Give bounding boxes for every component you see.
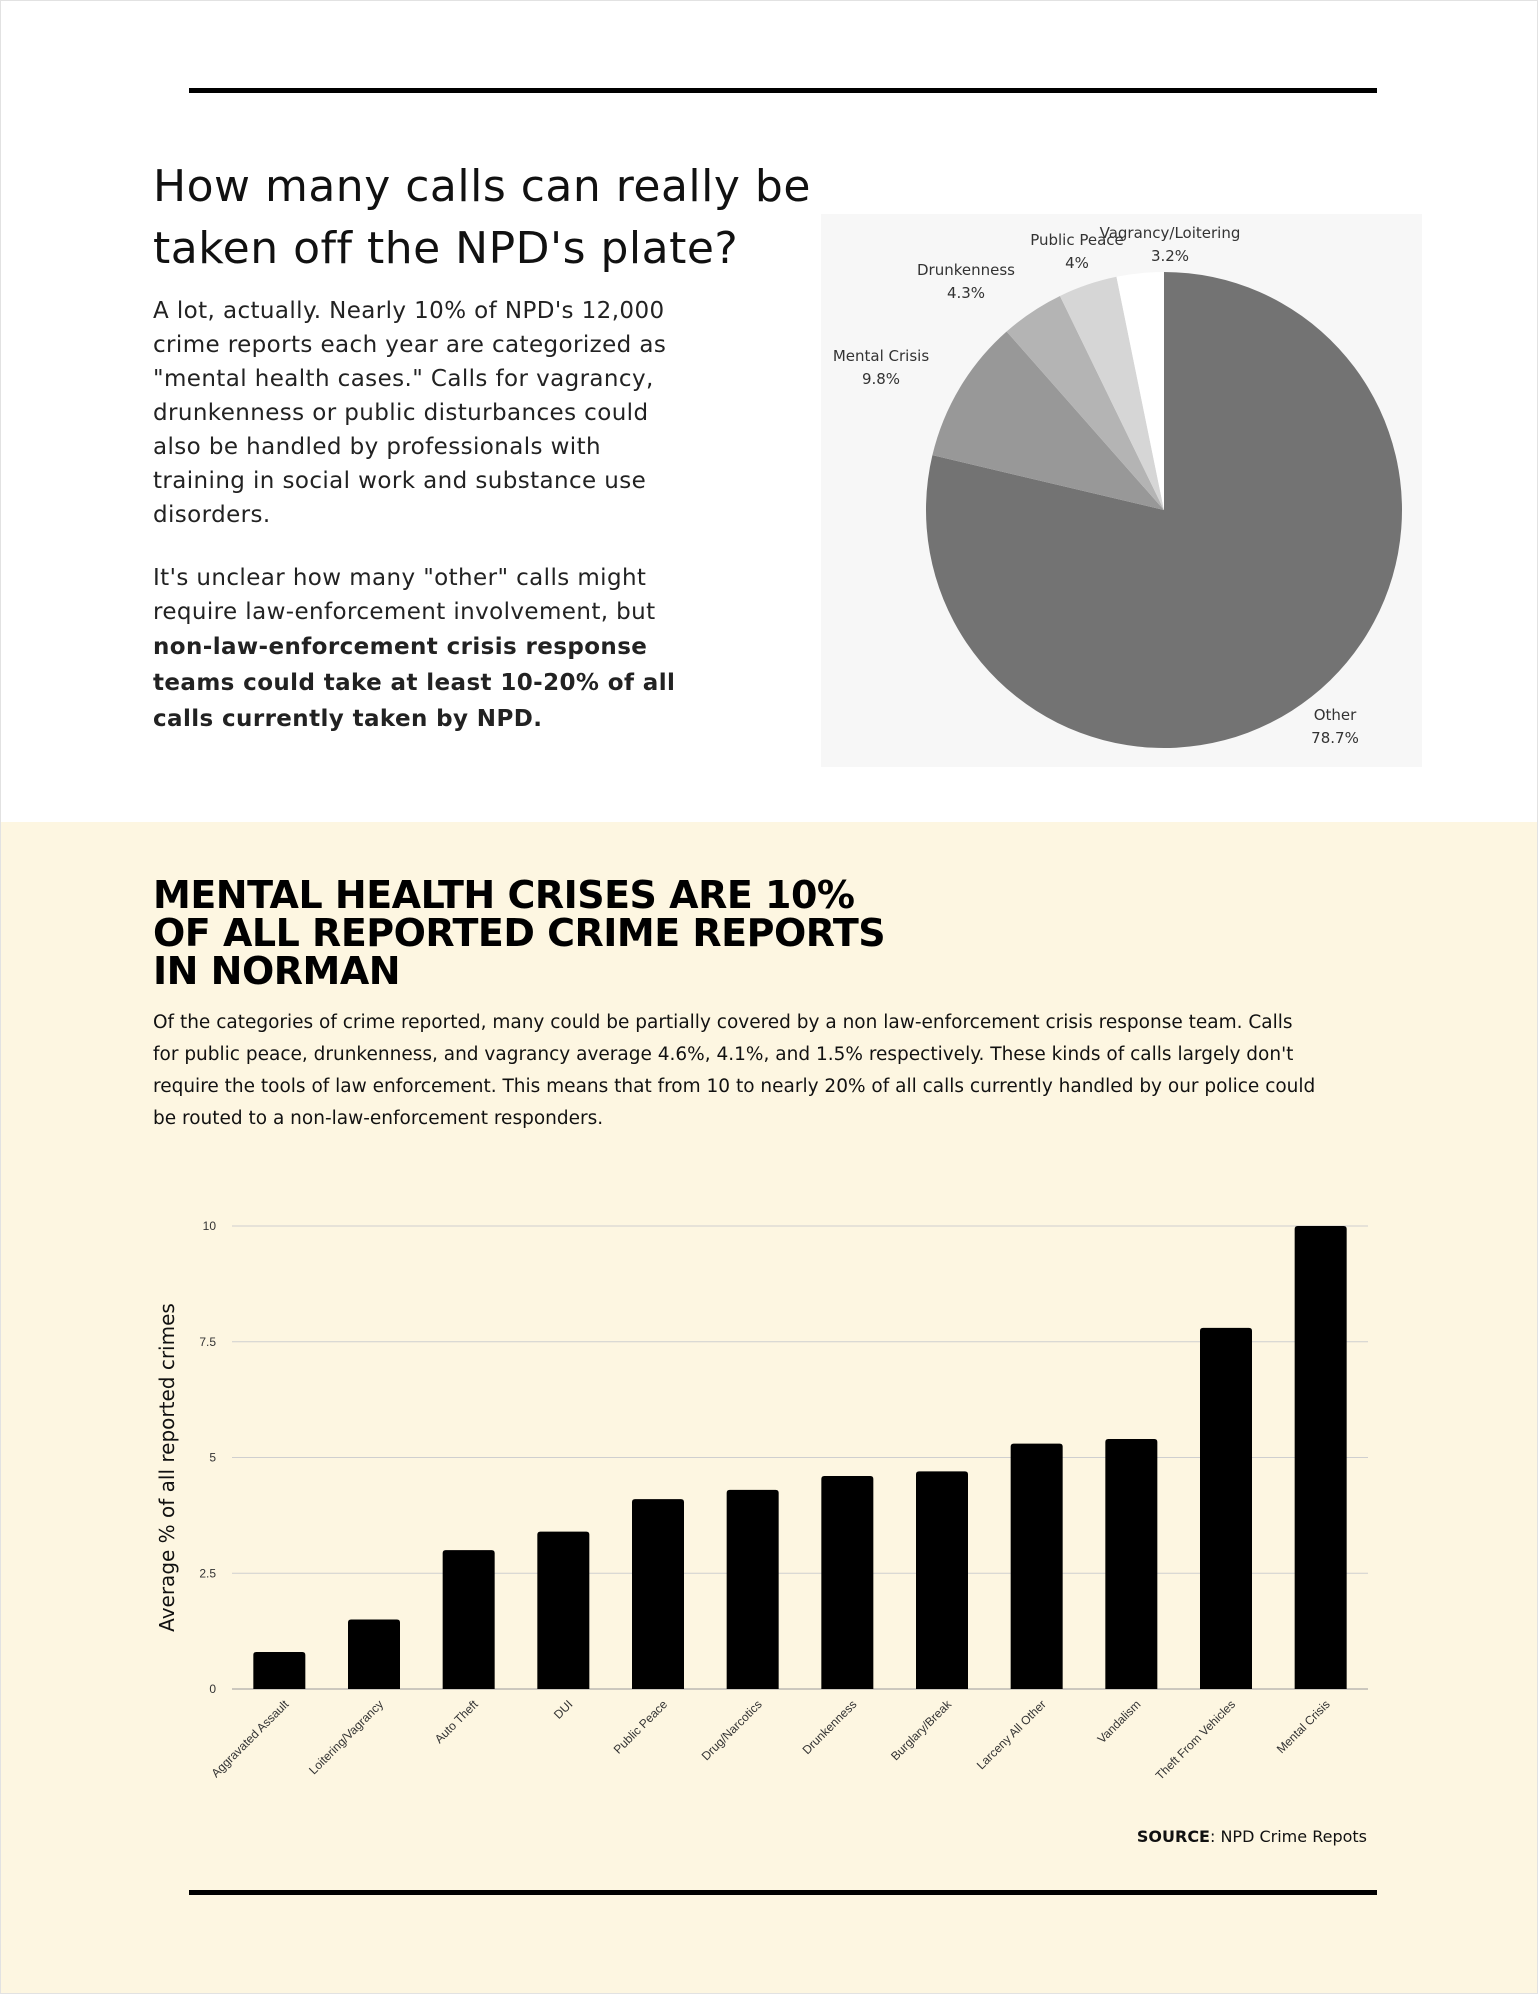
source-text: : NPD Crime Repots — [1209, 1827, 1367, 1846]
bar-drug-narcotics — [727, 1490, 779, 1689]
source-note — [1137, 1827, 1367, 1846]
bar-aggravated-assault — [253, 1652, 305, 1689]
x-tick-label: DUI — [550, 1697, 576, 1722]
pie-value-other: 78.7% — [1311, 729, 1359, 747]
y-tick-label: 10 — [202, 1219, 216, 1233]
section-title: MENTAL HEALTH CRISES ARE 10% OF ALL REPORTED CRIME REPORTS IN NORMAN — [153, 873, 886, 993]
pie-value-drunkenness: 4.3% — [946, 284, 986, 302]
second-paragraph-plain: It's unclear how many "other" calls might require law-enforcement involvement, but — [153, 565, 656, 625]
y-tick-label: 5 — [209, 1450, 216, 1465]
source-label: SOURCE — [1136, 1827, 1210, 1846]
x-tick-label: Loitering/Vagrancy — [306, 1697, 387, 1778]
bar-vandalism — [1105, 1439, 1157, 1689]
x-tick-label: Public Peace — [610, 1697, 671, 1757]
bar-dui — [537, 1532, 589, 1689]
pie-value-public-peace: 4% — [1065, 254, 1089, 272]
y-axis-label: Average % of all reported crimes — [155, 1303, 179, 1632]
x-tick-label: Aggravated Assault — [208, 1697, 292, 1781]
bar-auto-theft — [443, 1550, 495, 1689]
pie-chart-panel — [821, 214, 1422, 767]
y-tick-label: 7.5 — [199, 1334, 216, 1349]
y-tick-label: 2.5 — [199, 1566, 216, 1581]
bar-loitering-vagrancy — [348, 1620, 400, 1689]
bar-mental-crisis — [1295, 1226, 1347, 1689]
pie-label-public-peace: Public Peace — [1030, 231, 1124, 249]
intro-paragraph: A lot, actually. Nearly 10% of NPD's 12,000 crime reports each year are categorized as "mental health cases." Calls for vagrancy, drunkenness or public disturbances could also be handled by professionals with training in social work and substance use disorders. — [153, 298, 667, 528]
second-paragraph-bold: non-law-enforcement crisis response teams could take at least 10-20% of all calls currently taken by NPD. — [153, 634, 676, 732]
pie-chart — [821, 214, 1422, 767]
x-tick-label: Theft From Vehicles — [1152, 1697, 1239, 1783]
top-divider — [189, 88, 1377, 93]
section-body: Of the categories of crime reported, many could be partially covered by a non law-enforcement crisis response team. Calls for public peace, drunkenness, and vagrancy average 4.6%, 4.1%, and 1.5% respectively. These kinds of calls largely don't require the tools of law enforcement. This means that from 10 to nearly 20% of all calls currently handled by our police could be routed to a non-law-enforcement responders. — [153, 1012, 1316, 1129]
x-tick-label: Auto Theft — [431, 1697, 481, 1747]
x-tick-label: Drunkenness — [799, 1697, 860, 1758]
pie-label-mental-crisis: Mental Crisis — [832, 347, 930, 365]
pie-label-other: Other — [1313, 706, 1357, 724]
page-headline: How many calls can really be taken off the NPD's plate? — [153, 161, 811, 274]
bottom-divider — [189, 1890, 1377, 1895]
x-tick-label: Mental Crisis — [1273, 1697, 1333, 1757]
pie-label-vagrancy-loitering: Vagrancy/Loitering — [1099, 224, 1241, 242]
bar-public-peace — [632, 1499, 684, 1689]
bar-chart — [140, 1200, 1380, 1820]
x-tick-label: Burglary/Break — [888, 1697, 955, 1764]
bar-drunkenness — [821, 1476, 873, 1689]
y-tick-label: 0 — [209, 1682, 216, 1696]
x-tick-label: Larceny All Other — [973, 1697, 1049, 1773]
pie-value-vagrancy-loitering: 3.2% — [1150, 247, 1190, 265]
x-tick-label: Vandalism — [1094, 1697, 1144, 1747]
bar-burglary-break — [916, 1471, 968, 1689]
bar-larceny-all-other — [1011, 1444, 1063, 1689]
pie-label-drunkenness: Drunkenness — [917, 261, 1015, 279]
x-tick-label: Drug/Narcotics — [698, 1697, 765, 1764]
pie-value-mental-crisis: 9.8% — [861, 370, 901, 388]
bar-theft-from-vehicles — [1200, 1328, 1252, 1689]
second-paragraph — [153, 561, 693, 737]
